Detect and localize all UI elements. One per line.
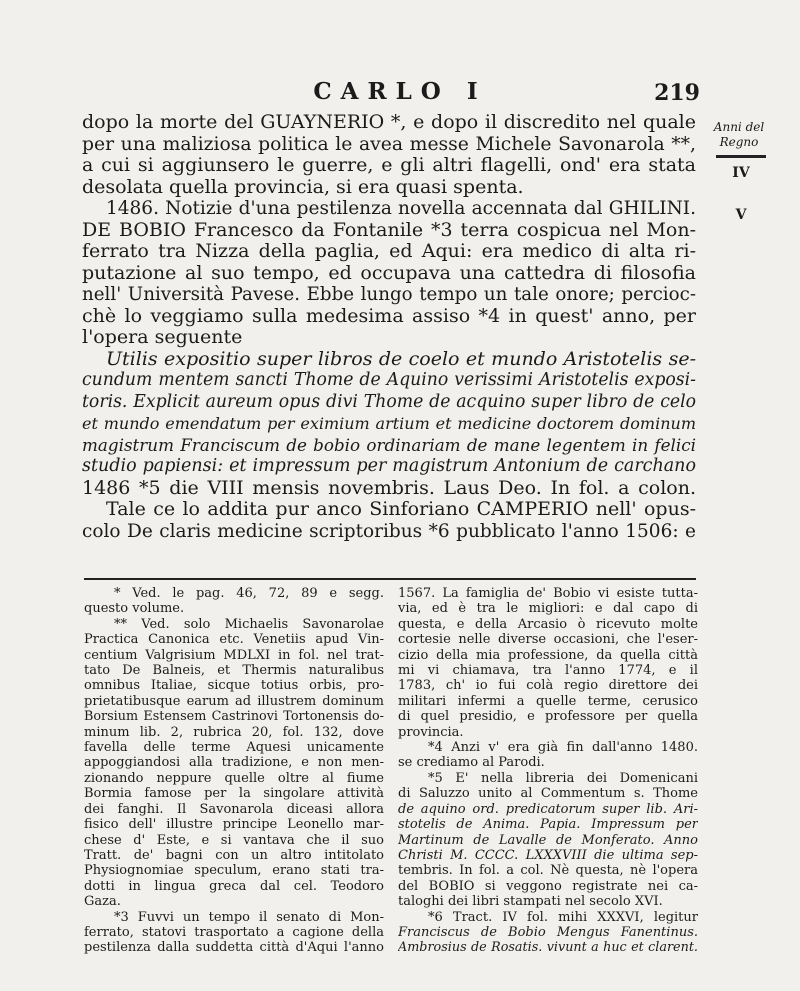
- footnote-line: Borsium Estensem Castrinovi Tortonensis do-: [84, 709, 384, 725]
- footnote-line: minum lib. 2, rubrica 20, fol. 132, dove: [84, 724, 384, 740]
- margin-rule: [716, 155, 766, 158]
- footnote-line: del BOBIO si veggono registrate nei ca-: [398, 878, 698, 894]
- text-line: ferrato tra Nizza della paglia, ed Aqui: era medico di alta ri-: [82, 241, 696, 262]
- footnote-line: favella delle terme Aquesi unicamente: [84, 740, 384, 756]
- footnote-line: questo volume.: [84, 601, 185, 617]
- footnote-rule: [84, 578, 696, 580]
- footnote-line: centium Valgrisium MDLXI in fol. nel trat-: [84, 647, 384, 663]
- footnote-line: Martinum de Lavalle de Monferato. Anno: [398, 832, 698, 848]
- text-line: a cui si aggiunsero le guerre, e gli altri flagelli, ond' era stata: [82, 155, 696, 176]
- footnote-line: ferrato, statovi trasportato a cagione della: [84, 924, 384, 940]
- footnote-line: Physiognomiae speculum, erano stati tra-: [84, 863, 384, 879]
- footnote-line: *3 Fuvvi un tempo il senato di Mon-: [114, 909, 384, 925]
- text-line: Utilis expositio super libros de coelo et mundo Aristotelis se-: [106, 348, 696, 370]
- text-line: 1486 *5 die VIII mensis novembris. Laus Deo. In fol. a colon.: [82, 477, 696, 499]
- footnote-line: zionando neppure quelle oltre al fiume: [84, 770, 384, 786]
- footnote-line: de aquino ord. predicatorum super lib. Ari-: [398, 801, 698, 817]
- footnote-line: taloghi dei libri stampati nel secolo XVI.: [398, 894, 663, 910]
- footnote-line: dei fanghi. Il Savonarola diceasi allora: [84, 801, 384, 817]
- text-line: 1486. Notizie d'una pestilenza novella accennata dal GHILINI.: [106, 198, 696, 219]
- footnote-line: 1567. La famiglia de' Bobio vi esiste tutta-: [398, 586, 698, 601]
- text-line: cundum mentem sancti Thome de Aquino verissimi Aristotelis exposi-: [82, 370, 696, 390]
- footnote-line: ** Ved. solo Michaelis Savonarolae: [114, 616, 384, 632]
- text-line: desolata quella provincia, si era quasi spenta.: [82, 176, 524, 198]
- footnote-line: Christi M. CCCC. LXXXVIII die ultima sep-: [398, 847, 698, 863]
- text-line: et mundo emendatum per eximium artium et medicine doctorem dominum: [82, 414, 696, 433]
- text-line: studio papiensi: et impressum per magistrum Antonium de carchano: [82, 456, 696, 476]
- footnotes-right-column: [398, 586, 698, 956]
- footnote-line: Bormia famose per la singolare attività: [84, 786, 384, 802]
- text-line: per una maliziosa politica le avea messe Michele Savonarola **,: [82, 133, 696, 155]
- margin-label: Anni del Regno: [713, 120, 765, 149]
- footnote-line: Ambrosius de Rosatis. vivunt a huc et clarent.: [398, 940, 698, 956]
- footnote-line: appoggiandosi alla tradizione, e non men-: [84, 755, 384, 771]
- footnote-line: pestilenza dalla suddetta città d'Aqui l'anno: [84, 940, 384, 956]
- footnote-line: provincia.: [398, 724, 464, 740]
- footnote-line: questa, e della Arcasio ò ricevuto molte: [398, 616, 698, 632]
- footnote-line: *4 Anzi v' era già fin dall'anno 1480.: [428, 740, 698, 756]
- footnote-line: tembris. In fol. a col. Nè questa, nè l'opera: [398, 863, 698, 879]
- footnotes-left-column: [84, 586, 384, 956]
- text-line: l'opera seguente: [82, 327, 243, 348]
- footnote-line: * Ved. le pag. 46, 72, 89 e segg.: [114, 586, 384, 601]
- footnote-line: fisico dell' illustre principe Leonello mar-: [84, 817, 384, 833]
- footnote-line: stotelis de Anima. Papia. Impressum per: [398, 817, 698, 833]
- footnote-line: Gaza.: [84, 894, 121, 910]
- text-line: colo De claris medicine scriptoribus *6 pubblicato l'anno 1506: e: [82, 520, 696, 542]
- footnote-line: militari infermi a quelle terme, cerusico: [398, 693, 698, 709]
- text-line: Tale ce lo addita pur anco Sinforiano CAMPERIO nell' opus-: [106, 499, 696, 520]
- footnote-line: cizio della mia professione, da quella città: [398, 647, 698, 663]
- footnote-line: chese d' Este, e si vantava che il suo: [84, 832, 384, 848]
- text-line: dopo la morte del GUAYNERIO *, e dopo il discredito nel quale: [82, 112, 696, 133]
- text-line: magistrum Franciscum de bobio ordinariam de mane legentem in felici: [82, 434, 696, 455]
- footnote-line: dotti in lingua greca dal cel. Teodoro: [84, 878, 384, 894]
- margin-year-iv: IV: [732, 165, 750, 181]
- footnote-line: prietatibusque earum ad illustrem dominum: [84, 693, 384, 709]
- text-line: chè lo veggiamo sulla medesima assiso *4 in quest' anno, per: [82, 305, 696, 327]
- footnote-line: Tratt. de' bagni con un altro intitolato: [84, 847, 384, 863]
- running-header-title: CARLO I: [313, 78, 487, 105]
- text-line: DE BOBIO Francesco da Fontanile *3 terra cospicua nel Mon-: [82, 219, 696, 241]
- footnote-line: *5 E' nella libreria dei Domenicani: [428, 770, 698, 786]
- main-text: [82, 112, 696, 542]
- footnote-line: cortesie nelle diverse occasioni, che l'eser-: [398, 632, 698, 648]
- footnote-line: tato De Balneis, et Thermis naturalibus: [84, 663, 384, 679]
- text-line: nell' Università Pavese. Ebbe lungo tempo un tale onore; percioc-: [82, 284, 696, 305]
- footnote-line: *6 Tract. IV fol. mihi XXXVI, legitur: [428, 909, 698, 925]
- margin-year-v: V: [735, 207, 747, 223]
- footnote-line: via, ed è tra le migliori: e dal capo di: [398, 601, 698, 617]
- text-line: putazione al suo tempo, ed occupava una cattedra di filosofia: [82, 262, 696, 284]
- footnote-line: omnibus Italiae, sicque totius orbis, pro-: [84, 678, 384, 694]
- footnote-line: Practica Canonica etc. Venetiis apud Vin-: [84, 632, 384, 648]
- footnote-line: di quel presidio, e professore per quella: [398, 709, 698, 725]
- footnote-line: Franciscus de Bobio Mengus Fanentinus.: [398, 924, 698, 940]
- footnote-line: mi vi chiamava, tra l'anno 1774, e il: [398, 663, 698, 679]
- footnote-line: 1783, ch' io fui colà regio direttore dei: [398, 678, 698, 694]
- footnote-line: di Saluzzo unito al Commentum s. Thome: [398, 786, 698, 802]
- page-number: 219: [654, 80, 700, 106]
- footnote-line: se crediamo al Parodi.: [398, 755, 545, 771]
- text-line: toris. Explicit aureum opus divi Thome de acquino super libro de celo: [82, 391, 696, 412]
